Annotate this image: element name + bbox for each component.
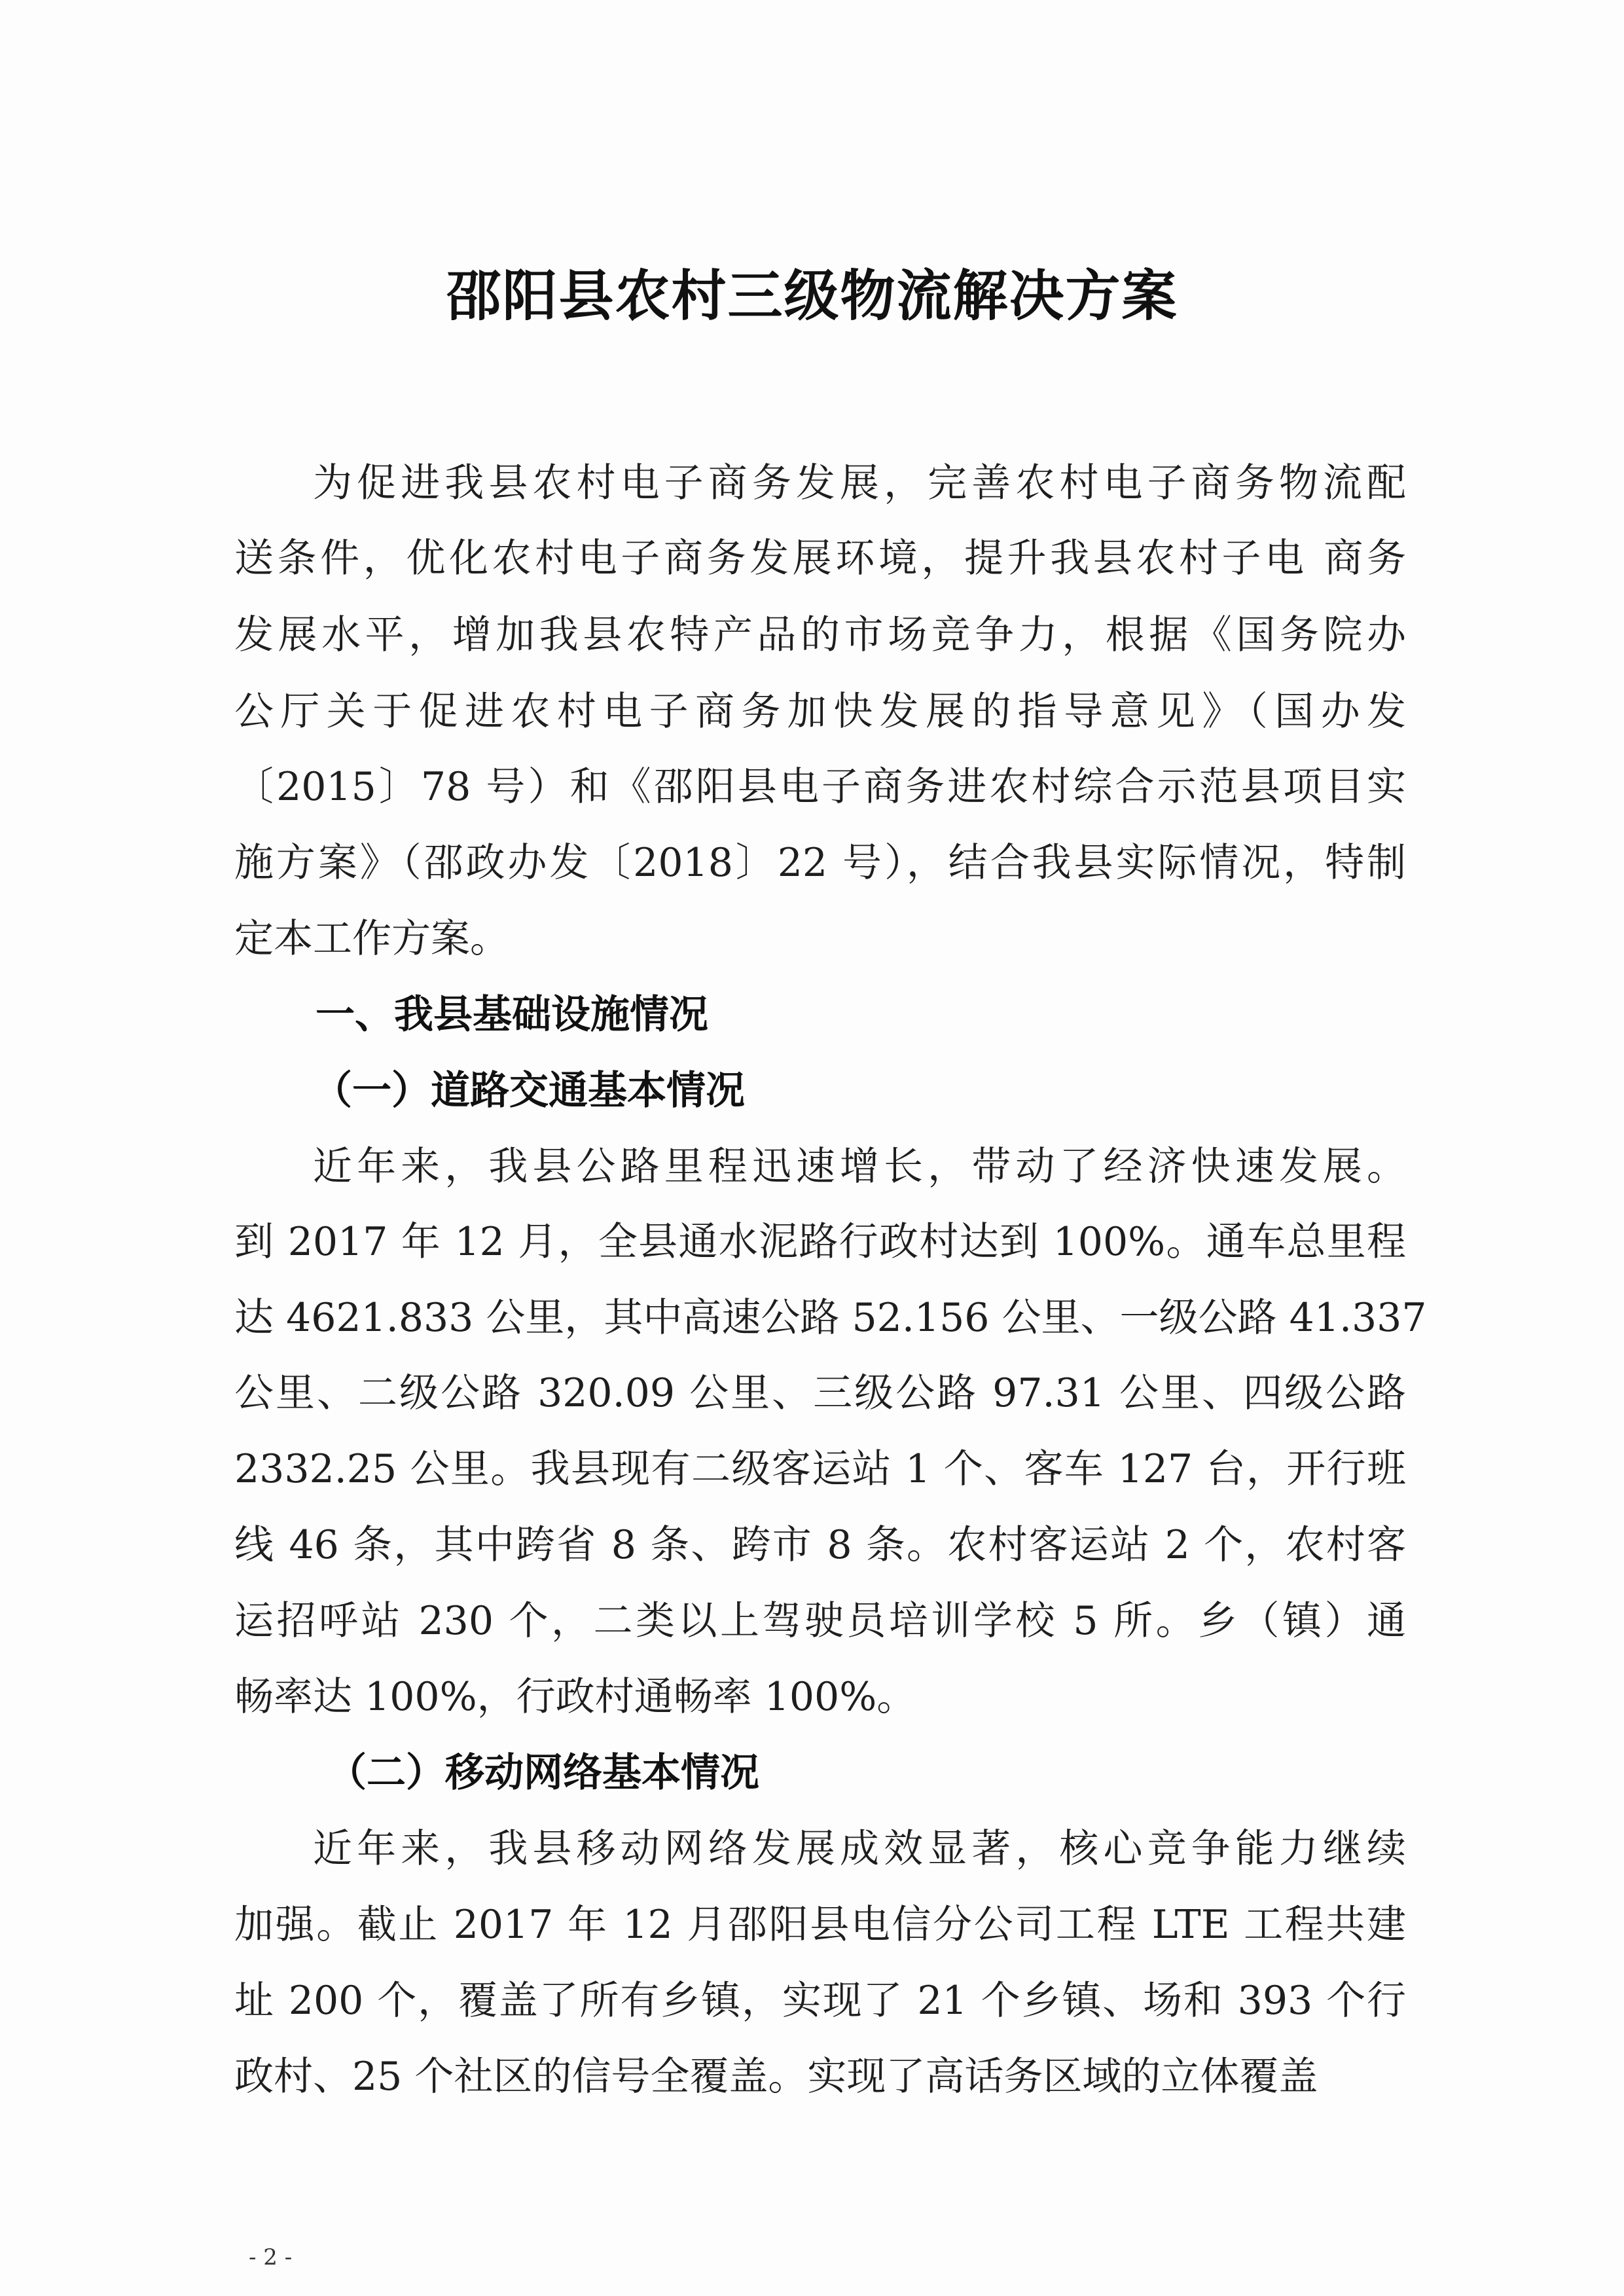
paragraph-line: 送条件，优化农村电子商务发展环境，提升我县农村子电 商务 (234, 536, 1406, 581)
document-title: 邵阳县农村三级物流解决方案 (446, 263, 1178, 328)
paragraph-line: 政村、25 个社区的信号全覆盖。实现了高话务区域的立体覆盖 (234, 2054, 1318, 2100)
paragraph-line: 定本工作方案。 (234, 916, 509, 962)
paragraph-line: 公里、二级公路 320.09 公里、三级公路 97.31 公里、四级公路 (234, 1370, 1406, 1416)
paragraph-line: 达 4621.833 公里，其中高速公路 52.156 公里、一级公路 41.337 (234, 1295, 1427, 1341)
paragraph-line: 加强。截止 2017 年 12 月邵阳县电信分公司工程 LTE 工程共建 (234, 1902, 1406, 1948)
subsection-heading: （一）道路交通基本情况 (313, 1068, 745, 1114)
paragraph-line: 到 2017 年 12 月，全县通水泥路行政村达到 100%。通车总里程 (234, 1219, 1406, 1265)
section-heading: 一、我县基础设施情况 (316, 992, 708, 1038)
paragraph-line: 畅率达 100%，行政村通畅率 100%。 (234, 1674, 916, 1720)
paragraph-line: 近年来，我县公路里程迅速增长，带动了经济快速发展。 (313, 1144, 1406, 1190)
subsection-heading: （二）移动网络基本情况 (327, 1750, 759, 1796)
paragraph-line: 线 46 条，其中跨省 8 条、跨市 8 条。农村客运站 2 个，农村客 (234, 1522, 1406, 1568)
page-number: - 2 - (249, 2244, 293, 2270)
paragraph-line: 公厅关于促进农村电子商务加快发展的指导意见》（国办发 (234, 689, 1406, 735)
paragraph-line: 发展水平，增加我县农特产品的市场竞争力，根据《国务院办 (234, 612, 1406, 658)
paragraph-line: 施方案》（邵政办发〔2018〕22 号），结合我县实际情况，特制 (234, 840, 1406, 886)
paragraph-line: 运招呼站 230 个，二类以上驾驶员培训学校 5 所。乡（镇）通 (234, 1598, 1406, 1644)
paragraph-line: 址 200 个，覆盖了所有乡镇，实现了 21 个乡镇、场和 393 个行 (234, 1978, 1406, 2024)
paragraph-line: 为促进我县农村电子商务发展，完善农村电子商务物流配 (313, 460, 1406, 506)
paragraph-line: 〔2015〕78 号）和《邵阳县电子商务进农村综合示范县项目实 (234, 764, 1406, 810)
paragraph-line: 近年来，我县移动网络发展成效显著，核心竞争能力继续 (313, 1826, 1406, 1872)
paragraph-line: 2332.25 公里。我县现有二级客运站 1 个、客车 127 台，开行班 (234, 1446, 1406, 1492)
